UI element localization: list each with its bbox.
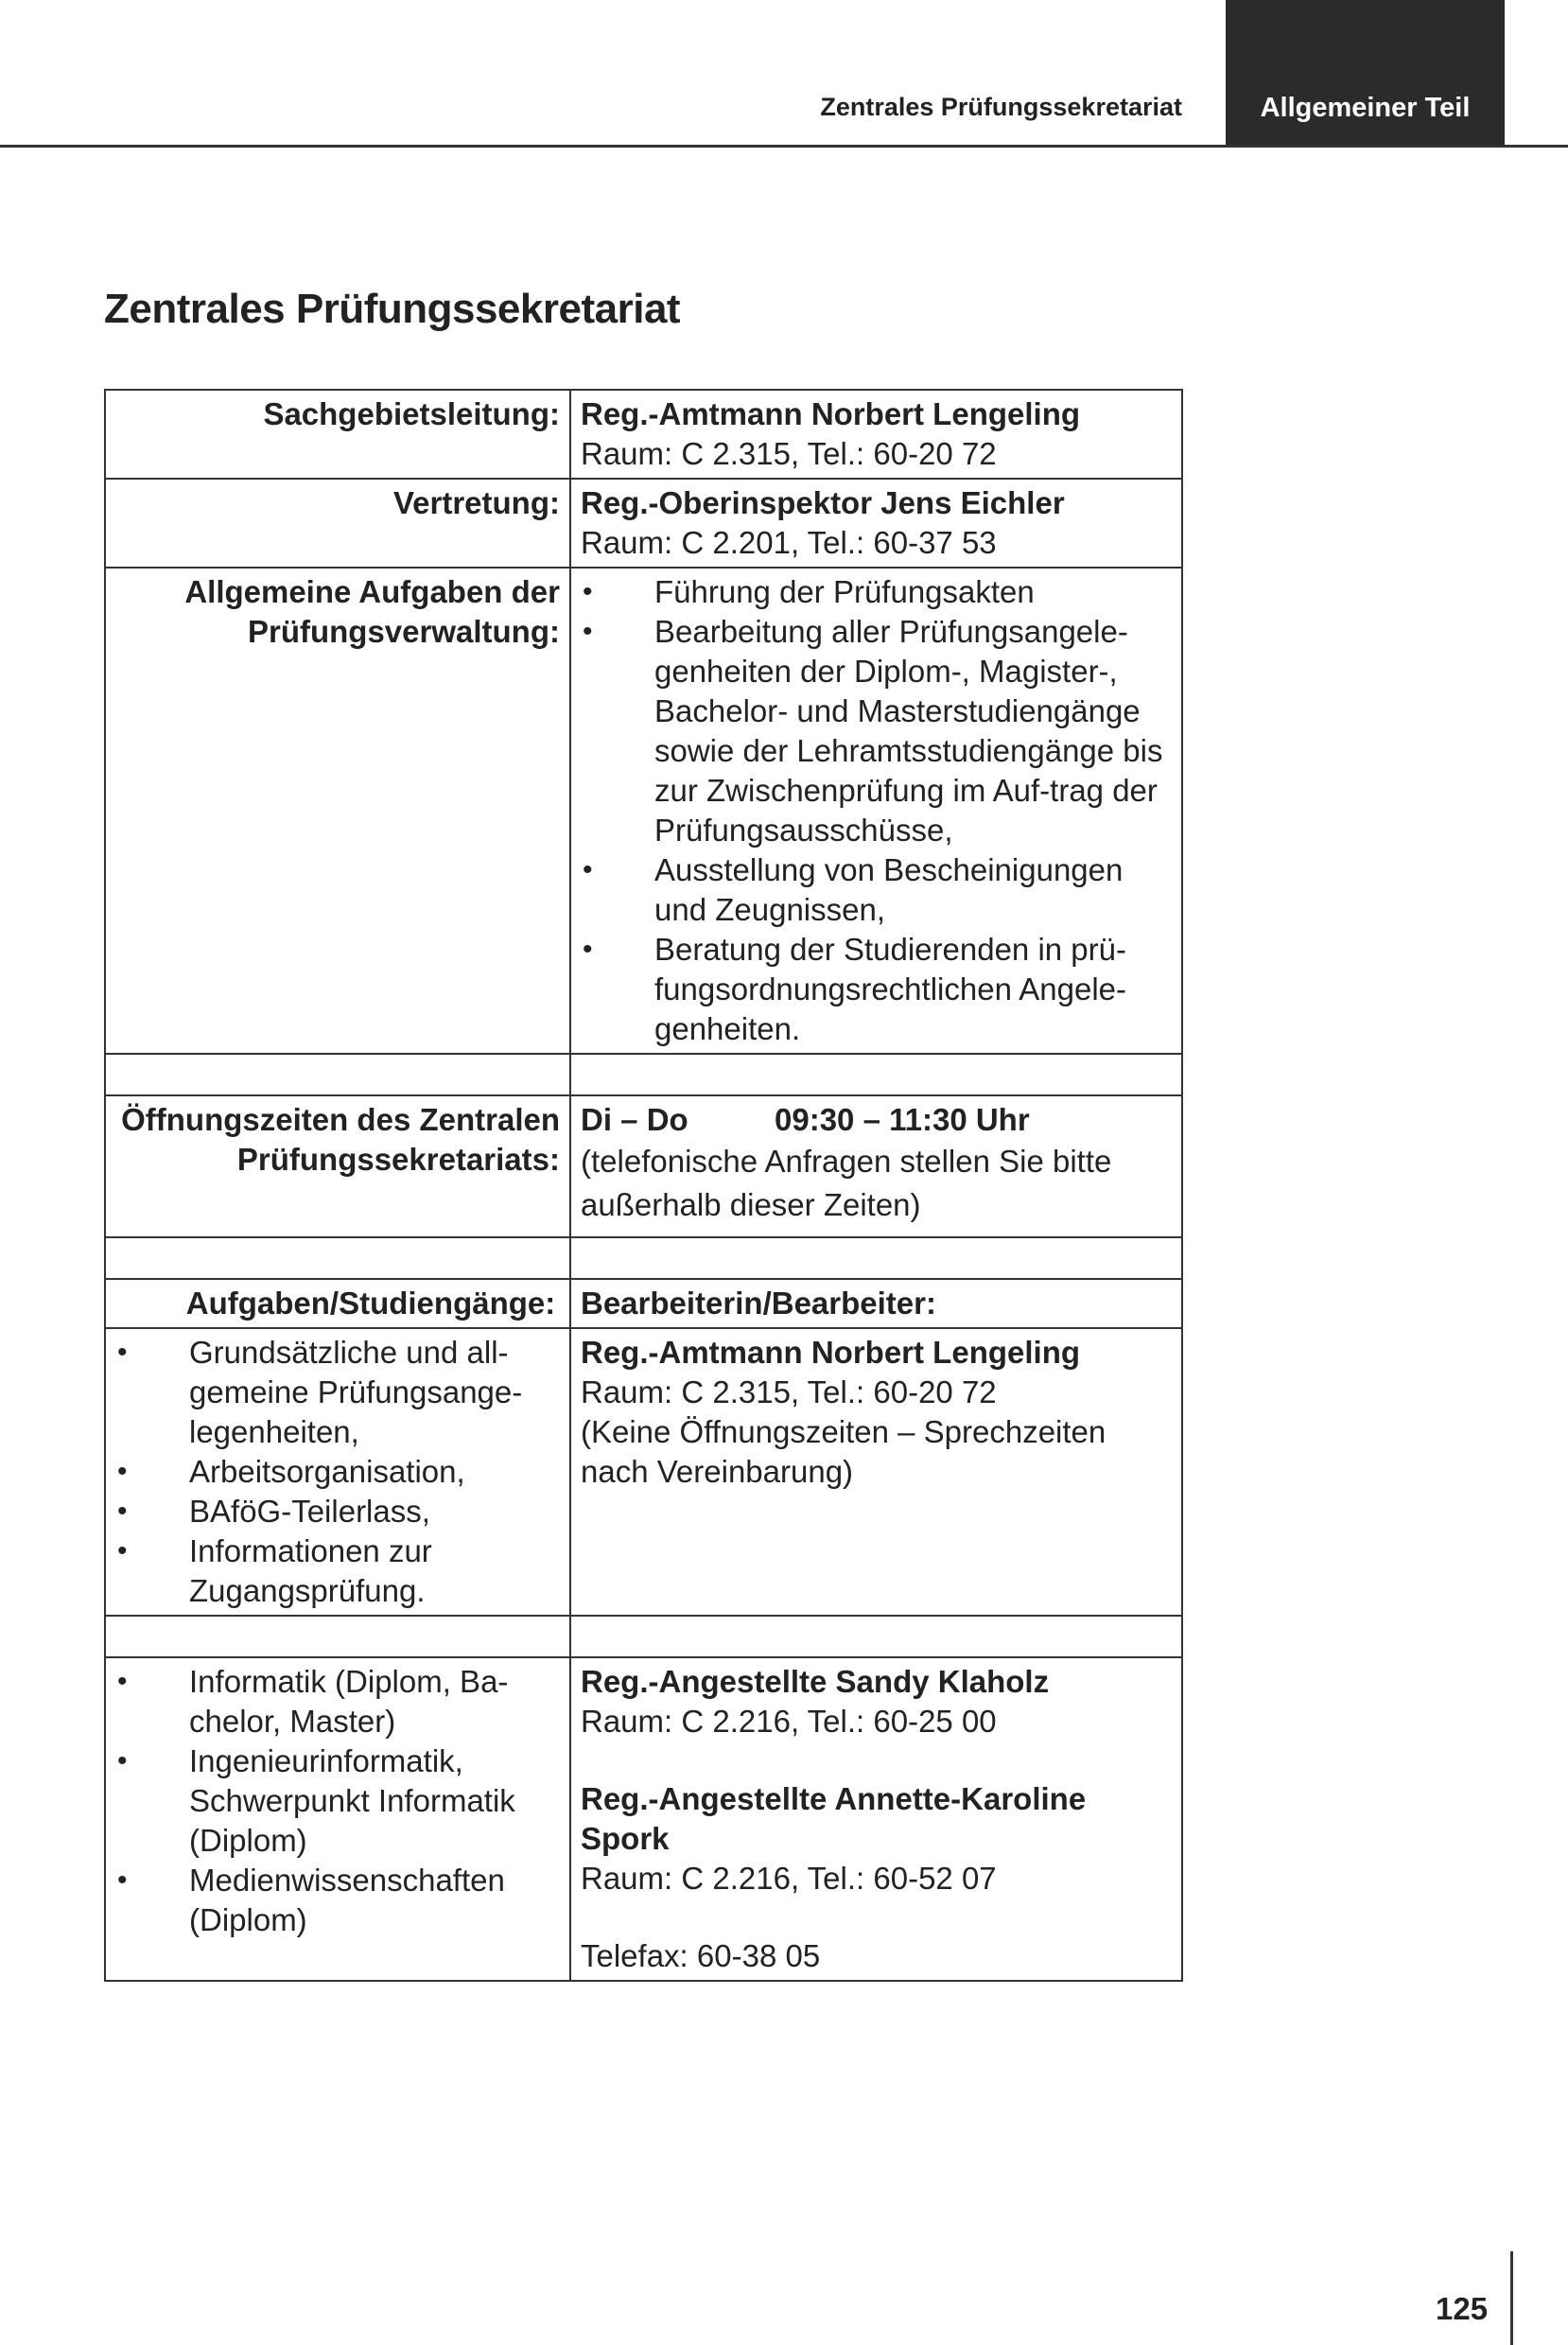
page-number-rule — [1510, 2251, 1513, 2345]
tasks-label-line2: Prüfungsverwaltung: — [247, 614, 560, 649]
hours-label — [105, 1095, 570, 1237]
fax-number: Telefax: 60-38 05 — [581, 1938, 821, 1973]
hours-cell — [570, 1095, 1182, 1237]
assignment-tasks-cell — [105, 1328, 570, 1616]
tasks-list — [581, 572, 1172, 1049]
list-item: • BAföG-Teilerlass, — [115, 1492, 560, 1531]
table-row — [105, 1616, 1182, 1657]
running-header-section: Zentrales Prüfungssekretariat — [820, 93, 1182, 121]
deputy-name: Reg.-Oberinspektor Jens Eichler — [581, 485, 1065, 520]
contacts-table — [104, 389, 1183, 1982]
assignment-contact-room: Raum: C 2.315, Tel.: 60-20 72 — [581, 1374, 997, 1409]
hours-label-line2: Prüfungssekretariats: — [236, 1142, 560, 1177]
list-item: • Führung der Prüfungsakten — [581, 572, 1172, 612]
hours-time: 09:30 – 11:30 Uhr — [775, 1102, 1030, 1137]
tasks-list-cell — [570, 568, 1182, 1054]
hours-label-line1: Öffnungszeiten des Zentralen — [121, 1102, 560, 1137]
contact1-name: Reg.-Angestellte Sandy Klaholz — [581, 1664, 1050, 1699]
programs-cell — [105, 1657, 570, 1981]
list-item: • Grundsätzliche und all-gemeine Prüfungsange-legenheiten, — [115, 1333, 560, 1452]
tasks-label-line1: Allgemeine Aufgaben der — [184, 574, 560, 609]
empty-cell — [105, 1616, 570, 1657]
lead-name: Reg.-Amtmann Norbert Lengeling — [581, 396, 1081, 431]
deputy-contact — [570, 479, 1182, 568]
assignment-tasks-list — [115, 1333, 560, 1611]
table-row — [105, 1237, 1182, 1279]
list-item: • Medienwissenschaften (Diplom) — [115, 1861, 560, 1940]
running-header-tab — [1226, 0, 1505, 146]
contact2-name: Reg.-Angestellte Annette-Karoline Spork — [581, 1781, 1087, 1856]
lead-label: Sachgebietsleitung: — [105, 390, 570, 479]
table-row — [105, 479, 1182, 568]
assignment-contact-cell — [570, 1328, 1182, 1616]
list-item: • Beratung der Studierenden in prü-fungsordnungsrechtlichen Angele-genheiten. — [581, 930, 1172, 1049]
assignments-col2-header: Bearbeiterin/Bearbeiter: — [570, 1279, 1182, 1328]
table-row — [105, 1657, 1182, 1981]
list-item: • Informatik (Diplom, Ba-chelor, Master) — [115, 1662, 560, 1741]
list-item: • Informationen zur Zugangsprüfung. — [115, 1531, 560, 1611]
empty-cell — [570, 1054, 1182, 1095]
empty-cell — [105, 1237, 570, 1279]
lead-contact — [570, 390, 1182, 479]
programs-contact-cell — [570, 1657, 1182, 1981]
list-item: • Ingenieurinformatik, Schwerpunkt Informatik (Diplom) — [115, 1741, 560, 1861]
deputy-room: Raum: C 2.201, Tel.: 60-37 53 — [581, 525, 997, 560]
running-header-tab-label: Allgemeiner Teil — [1260, 93, 1471, 123]
page-title: Zentrales Prüfungssekretariat — [104, 286, 681, 332]
assignment-contact-name: Reg.-Amtmann Norbert Lengeling — [581, 1335, 1081, 1370]
contact2-room: Raum: C 2.216, Tel.: 60-52 07 — [581, 1861, 997, 1896]
table-row — [105, 390, 1182, 479]
table-row — [105, 568, 1182, 1054]
assignments-col1-header: Aufgaben/Studiengänge: — [105, 1279, 570, 1328]
hours-days: Di – Do — [581, 1102, 688, 1137]
list-item: • Bearbeitung aller Prüfungsangele-genheiten der Diplom-, Magister-, Bachelor- und Masterstudiengänge sowie der Lehramtsstudiengänge bis zur Zwischenprüfung im Auf-trag der Prüfungsausschüsse, — [581, 612, 1172, 850]
deputy-label: Vertretung: — [105, 479, 570, 568]
empty-cell — [570, 1237, 1182, 1279]
page-number: 125 — [1436, 2291, 1489, 2326]
header-rule — [0, 145, 1568, 148]
table-row — [105, 1279, 1182, 1328]
empty-cell — [570, 1616, 1182, 1657]
lead-room: Raum: C 2.315, Tel.: 60-20 72 — [581, 436, 997, 471]
hours-note: (telefonische Anfragen stellen Sie bitte außerhalb dieser Zeiten) — [581, 1144, 1112, 1222]
empty-cell — [105, 1054, 570, 1095]
contact1-room: Raum: C 2.216, Tel.: 60-25 00 — [581, 1704, 997, 1739]
programs-list — [115, 1662, 560, 1940]
table-row — [105, 1054, 1182, 1095]
tasks-label — [105, 568, 570, 1054]
assignment-contact-note: (Keine Öffnungszeiten – Sprechzeiten nach Vereinbarung) — [581, 1414, 1106, 1489]
hours-line — [581, 1100, 1172, 1140]
list-item: • Ausstellung von Bescheinigungen und Zeugnissen, — [581, 850, 1172, 930]
list-item: • Arbeitsorganisation, — [115, 1452, 560, 1492]
table-row — [105, 1328, 1182, 1616]
table-row — [105, 1095, 1182, 1237]
